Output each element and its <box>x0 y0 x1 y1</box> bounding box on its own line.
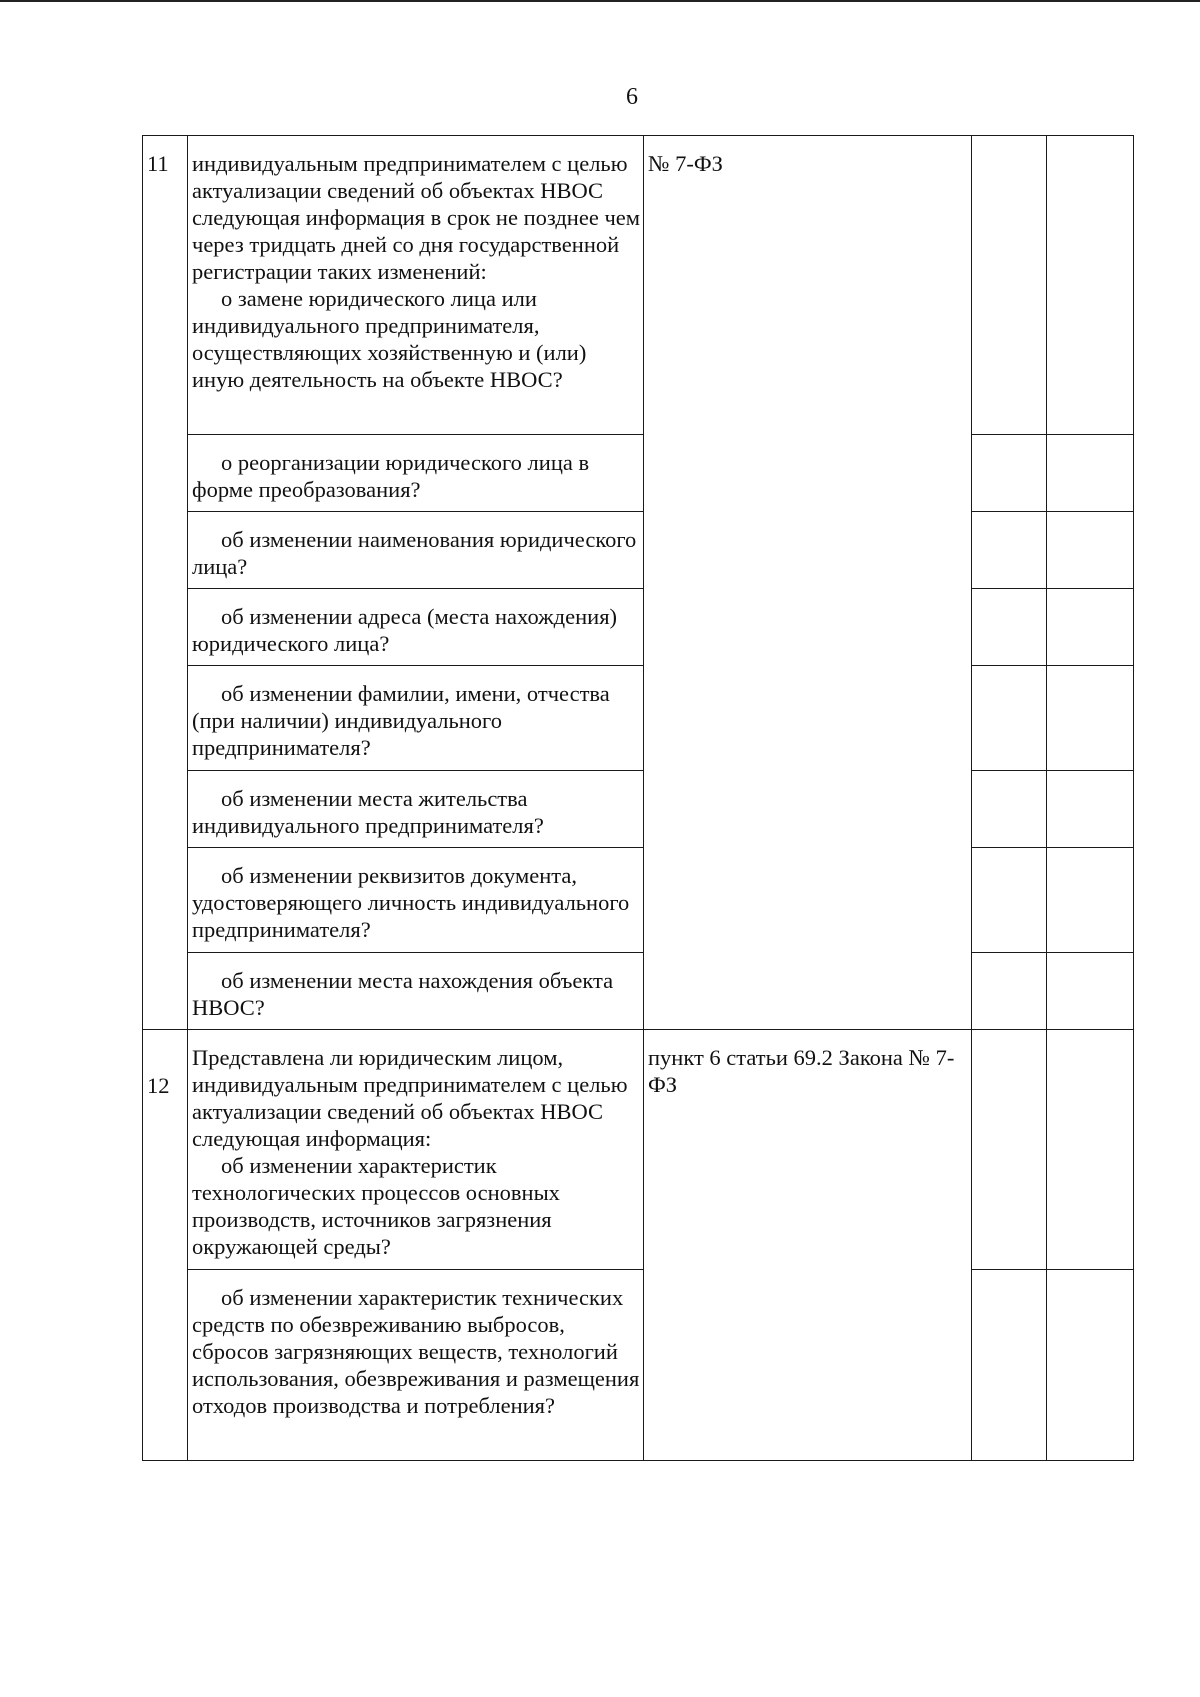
answer-cell-no[interactable] <box>1047 953 1134 1030</box>
answer-cell-yes[interactable] <box>972 1030 1047 1270</box>
question-cell <box>188 1030 644 1270</box>
table-row <box>143 512 1134 589</box>
answer-cell-yes[interactable] <box>972 666 1047 771</box>
question-text: о замене юридического лица или индивидуального предпринимателя, осуществляющих хозяйственную и (или) иную деятельность на объекте НВОС? <box>192 286 587 392</box>
question-text: об изменении характеристик технологических процессов основных производств, источников загрязнения окружающей среды? <box>192 1153 560 1259</box>
page-top-edge-line <box>0 0 1200 2</box>
question-text: об изменении реквизитов документа, удостоверяющего личность индивидуального предпринимателя? <box>192 863 630 942</box>
table-row <box>143 1030 1134 1270</box>
item-number: 12 <box>143 1030 188 1461</box>
question-cell <box>188 136 644 435</box>
question-cell <box>188 589 644 666</box>
question-text: Представлена ли юридическим лицом, индивидуальным предпринимателем с целью актуализации сведений об объектах НВОС следующая информация: <box>192 1045 628 1151</box>
answer-cell-yes[interactable] <box>972 512 1047 589</box>
table-row <box>143 848 1134 953</box>
question-cell <box>188 1270 644 1461</box>
answer-cell-yes[interactable] <box>972 848 1047 953</box>
question-text: индивидуальным предпринимателем с целью актуализации сведений об объектах НВОС следующая информация в срок не позднее чем через тридцать дней со дня государственной регистрации таких изменений: <box>192 151 640 284</box>
answer-cell-yes[interactable] <box>972 771 1047 848</box>
answer-cell-yes[interactable] <box>972 589 1047 666</box>
answer-cell-no[interactable] <box>1047 435 1134 512</box>
table-row <box>143 953 1134 1030</box>
answer-cell-no[interactable] <box>1047 666 1134 771</box>
question-cell <box>188 666 644 771</box>
answer-cell-no[interactable] <box>1047 848 1134 953</box>
item-number: 11 <box>143 136 188 1030</box>
question-text: об изменении адреса (места нахождения) юридического лица? <box>192 604 618 656</box>
answer-cell-yes[interactable] <box>972 136 1047 435</box>
table-row <box>143 589 1134 666</box>
checklist-table <box>142 135 1134 1461</box>
answer-cell-no[interactable] <box>1047 1270 1134 1461</box>
answer-cell-no[interactable] <box>1047 136 1134 435</box>
answer-cell-yes[interactable] <box>972 953 1047 1030</box>
table-row <box>143 435 1134 512</box>
question-cell <box>188 848 644 953</box>
table-row <box>143 1270 1134 1461</box>
question-cell <box>188 512 644 589</box>
question-cell <box>188 435 644 512</box>
legal-reference: пункт 6 статьи 69.2 Закона № 7-ФЗ <box>644 1030 972 1461</box>
table-row <box>143 666 1134 771</box>
answer-cell-no[interactable] <box>1047 512 1134 589</box>
question-text: об изменении места жительства индивидуального предпринимателя? <box>192 786 544 838</box>
question-text: об изменении места нахождения объекта НВОС? <box>192 968 614 1020</box>
question-cell <box>188 953 644 1030</box>
table-row <box>143 136 1134 435</box>
question-text: об изменении характеристик технических средств по обезвреживанию выбросов, сбросов загрязняющих веществ, технологий использования, обезвреживания и размещения отходов производства и потребления? <box>192 1285 640 1418</box>
answer-cell-yes[interactable] <box>972 1270 1047 1461</box>
question-text: об изменении фамилии, имени, отчества (при наличии) индивидуального предпринимателя? <box>192 681 610 760</box>
page-number: 6 <box>626 84 638 110</box>
table-row <box>143 771 1134 848</box>
question-text: о реорганизации юридического лица в форме преобразования? <box>192 450 590 502</box>
legal-reference: № 7-ФЗ <box>644 136 972 1030</box>
answer-cell-no[interactable] <box>1047 589 1134 666</box>
question-text: об изменении наименования юридического лица? <box>192 527 637 579</box>
answer-cell-yes[interactable] <box>972 435 1047 512</box>
answer-cell-no[interactable] <box>1047 771 1134 848</box>
question-cell <box>188 771 644 848</box>
answer-cell-no[interactable] <box>1047 1030 1134 1270</box>
